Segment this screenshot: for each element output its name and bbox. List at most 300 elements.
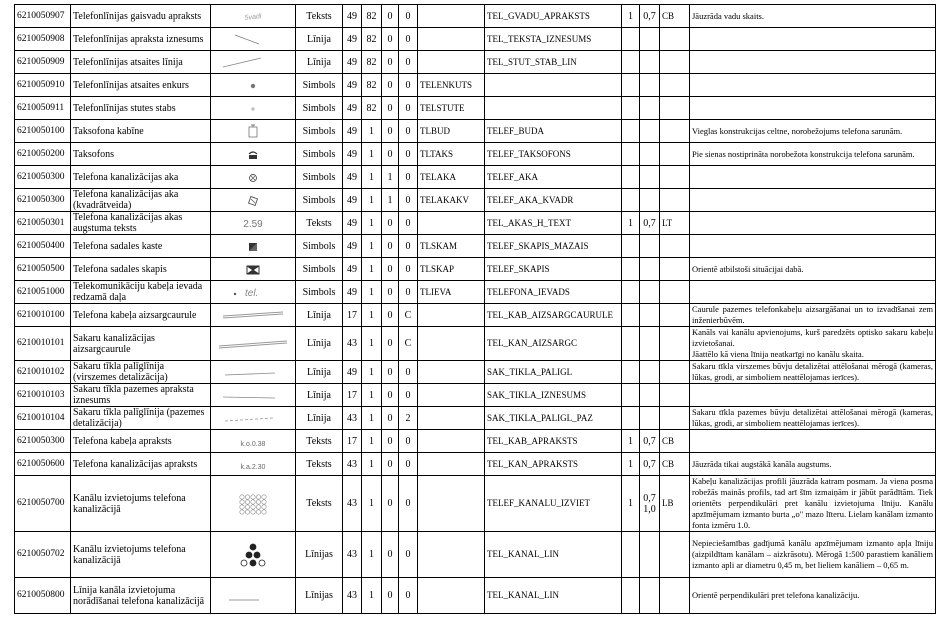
color-index: 17 — [343, 384, 362, 407]
table-row — [15, 143, 936, 166]
object-type: Teksts — [296, 476, 343, 532]
feature-code: 6210050300 — [15, 430, 71, 453]
object-type: Simbols — [296, 281, 343, 304]
symbol-sample — [211, 212, 296, 235]
duct-line-icon — [213, 588, 293, 604]
line-type: 0 — [399, 235, 418, 258]
scale-flag: 0 — [382, 143, 399, 166]
object-type: Līnija — [296, 51, 343, 74]
phone-booth-icon — [213, 122, 293, 140]
description-line: Jāuzrāda tikai augstākā kanāla augstums. — [692, 458, 832, 469]
text-style — [622, 120, 640, 143]
line-type: 0 — [399, 120, 418, 143]
color-index: 49 — [343, 212, 362, 235]
text-height — [640, 51, 660, 74]
line-type: 0 — [399, 74, 418, 97]
table-row — [15, 361, 936, 384]
text-justify — [660, 407, 690, 430]
text-style — [622, 189, 640, 212]
table-row — [15, 120, 936, 143]
description — [690, 97, 936, 120]
symbol-sample — [211, 258, 296, 281]
feature-code: 6210010101 — [15, 327, 71, 361]
text-justify: CB — [660, 430, 690, 453]
object-type: Līnija — [296, 361, 343, 384]
table-row — [15, 235, 936, 258]
aux-line-icon — [213, 364, 293, 380]
text-style — [622, 532, 640, 578]
feature-code: 6210050800 — [15, 578, 71, 614]
symbol-sample — [211, 407, 296, 430]
text-height — [640, 532, 660, 578]
line-weight: 1 — [362, 304, 382, 327]
text-height — [640, 74, 660, 97]
description — [690, 476, 936, 532]
feature-name: Sakaru kanalizācijas aizsargcaurule — [71, 327, 211, 361]
layer-name: TEL_KAN_AIZSARGC — [485, 327, 622, 361]
color-index: 49 — [343, 5, 362, 28]
cable-label-icon — [213, 433, 293, 449]
text-justify — [660, 361, 690, 384]
distribution-box-icon — [213, 238, 293, 254]
layer-name: TEL_AKAS_H_TEXT — [485, 212, 622, 235]
color-index: 49 — [343, 281, 362, 304]
description — [690, 384, 936, 407]
line-type: 0 — [399, 166, 418, 189]
text-justify — [660, 532, 690, 578]
text-justify — [660, 281, 690, 304]
description — [690, 120, 936, 143]
text-justify — [660, 51, 690, 74]
symbol-sample — [211, 281, 296, 304]
line-type: 2 — [399, 407, 418, 430]
layer-name: TELEF_AKA_KVADR — [485, 189, 622, 212]
block-name — [418, 361, 485, 384]
scale-flag: 0 — [382, 384, 399, 407]
layer-name — [485, 74, 622, 97]
line-weight: 1 — [362, 327, 382, 361]
object-type: Teksts — [296, 212, 343, 235]
feature-name: Telefona sadales kaste — [71, 235, 211, 258]
line-weight: 1 — [362, 453, 382, 476]
line-weight: 1 — [362, 258, 382, 281]
object-type: Simbols — [296, 97, 343, 120]
feature-code: 6210050600 — [15, 453, 71, 476]
description — [690, 578, 936, 614]
line-type: C — [399, 304, 418, 327]
layer-name: TEL_STUT_STAB_LIN — [485, 51, 622, 74]
text-justify — [660, 258, 690, 281]
line-type: 0 — [399, 258, 418, 281]
description — [690, 430, 936, 453]
block-name — [418, 51, 485, 74]
object-type: Teksts — [296, 5, 343, 28]
scale-flag: 1 — [382, 166, 399, 189]
scale-flag: 0 — [382, 476, 399, 532]
text-height — [640, 304, 660, 327]
line-weight: 82 — [362, 74, 382, 97]
scale-flag: 0 — [382, 51, 399, 74]
anchor-dot-icon — [213, 77, 293, 93]
square-manhole-icon — [213, 192, 293, 208]
text-height — [640, 281, 660, 304]
text-style: 1 — [622, 476, 640, 532]
feature-name: Telefonlīnijas atsaites enkurs — [71, 74, 211, 97]
svg-text:5vadi: 5vadi — [244, 13, 262, 22]
leader-line-icon — [213, 31, 293, 47]
table-row — [15, 189, 936, 212]
layer-name: TELEF_TAKSOFONS — [485, 143, 622, 166]
svg-text:k.a.2.30: k.a.2.30 — [240, 464, 266, 471]
description — [690, 258, 936, 281]
scale-flag: 0 — [382, 407, 399, 430]
feature-code: 6210050907 — [15, 5, 71, 28]
description — [690, 51, 936, 74]
line-weight: 82 — [362, 5, 382, 28]
symbol-table — [14, 4, 936, 614]
description-line: Orientē atbilstoši situācijai dabā. — [692, 263, 804, 274]
scale-flag: 0 — [382, 281, 399, 304]
object-type: Simbols — [296, 166, 343, 189]
object-type: Līnija — [296, 28, 343, 51]
table-row — [15, 28, 936, 51]
description-line: Vieglas konstrukcijas celtne, norobežojums telefona sarunām. — [692, 125, 903, 136]
layer-name: TELEF_KANALU_IZVIET — [485, 476, 622, 532]
line-weight: 1 — [362, 212, 382, 235]
line-weight: 1 — [362, 430, 382, 453]
description-line: Kabeļu kanalizācijas profili jāuzrāda katram posmam. Ja viena posma robežās mainās profils, tad arī šīm izmaiņām ir jābūt parādītām. Tiek orientēts perpendikulāri pret kanālu izvietojuma līniju. Kanālu apzīmējumam izmanto burta „o" mazo līteru. Lielam kanālam izmanto fonta izmēru 1.0. — [692, 476, 933, 530]
feature-code: 6210050301 — [15, 212, 71, 235]
feature-code: 6210050300 — [15, 166, 71, 189]
text-justify — [660, 166, 690, 189]
block-name — [418, 453, 485, 476]
layer-name: SAK_TIKLA_IZNESUMS — [485, 384, 622, 407]
feature-name: Telefonlīnijas atsaites līnija — [71, 51, 211, 74]
description — [690, 189, 936, 212]
color-index: 17 — [343, 430, 362, 453]
description — [690, 235, 936, 258]
symbol-sample — [211, 235, 296, 258]
layer-name: TELEF_SKAPIS_MAZAIS — [485, 235, 622, 258]
description — [690, 453, 936, 476]
text-style — [622, 384, 640, 407]
object-type: Līnija — [296, 327, 343, 361]
text-justify: LT — [660, 212, 690, 235]
text-style — [622, 578, 640, 614]
symbol-sample — [211, 453, 296, 476]
feature-name: Sakaru tīkla pazemes apraksta iznesums — [71, 384, 211, 407]
description-line: Orientē perpendikulāri pret telefona kanalizāciju. — [692, 590, 860, 600]
block-name — [418, 578, 485, 614]
feature-name: Telefonlīnijas gaisvadu apraksts — [71, 5, 211, 28]
description — [690, 532, 936, 578]
block-name — [418, 28, 485, 51]
line-weight: 1 — [362, 166, 382, 189]
feature-code: 6210050702 — [15, 532, 71, 578]
feature-code: 6210050910 — [15, 74, 71, 97]
text-style — [622, 28, 640, 51]
color-index: 43 — [343, 532, 362, 578]
text-style — [622, 327, 640, 361]
symbol-sample — [211, 143, 296, 166]
svg-text:tel.: tel. — [245, 288, 259, 299]
line-weight: 1 — [362, 281, 382, 304]
line-type: 0 — [399, 143, 418, 166]
description — [690, 166, 936, 189]
duct-layout-icon — [213, 489, 293, 519]
duct-label-icon — [213, 456, 293, 472]
line-weight: 1 — [362, 578, 382, 614]
feature-code: 6210050200 — [15, 143, 71, 166]
block-name: TLSKAM — [418, 235, 485, 258]
block-name — [418, 430, 485, 453]
feature-code: 6210050400 — [15, 235, 71, 258]
layer-name: SAK_TIKLA_PALIGL — [485, 361, 622, 384]
text-justify — [660, 384, 690, 407]
line-type: 0 — [399, 361, 418, 384]
line-type: 0 — [399, 384, 418, 407]
block-name — [418, 384, 485, 407]
text-height: 0,7 — [640, 430, 660, 453]
text-style — [622, 166, 640, 189]
layer-name: TEL_KAB_APRAKSTS — [485, 430, 622, 453]
block-name — [418, 5, 485, 28]
text-style: 1 — [622, 212, 640, 235]
scale-flag: 0 — [382, 453, 399, 476]
table-row — [15, 212, 936, 235]
color-index: 43 — [343, 327, 362, 361]
feature-name: Taksofons — [71, 143, 211, 166]
text-justify — [660, 74, 690, 97]
text-justify — [660, 120, 690, 143]
text-style — [622, 281, 640, 304]
duct-protective-pipe-icon — [213, 336, 293, 352]
feature-code: 6210050500 — [15, 258, 71, 281]
feature-name: Taksofona kabīne — [71, 120, 211, 143]
block-name: TELAKA — [418, 166, 485, 189]
description-line: Jāuzrāda vadu skaits. — [692, 10, 764, 21]
feature-code: 6210051000 — [15, 281, 71, 304]
color-index: 49 — [343, 361, 362, 384]
object-type: Simbols — [296, 189, 343, 212]
line-type: 0 — [399, 189, 418, 212]
description — [690, 74, 936, 97]
layer-name: TEL_GVADU_APRAKSTS — [485, 5, 622, 28]
line-weight: 82 — [362, 97, 382, 120]
block-name — [418, 327, 485, 361]
table-row — [15, 5, 936, 28]
layer-name: TELEF_BUDA — [485, 120, 622, 143]
line-weight: 1 — [362, 476, 382, 532]
symbol-sample — [211, 476, 296, 532]
text-height — [640, 235, 660, 258]
text-height — [640, 97, 660, 120]
scale-flag: 0 — [382, 235, 399, 258]
text-style: 1 — [622, 430, 640, 453]
table-row — [15, 532, 936, 578]
symbol-sample — [211, 384, 296, 407]
text-style: 1 — [622, 453, 640, 476]
line-type: 0 — [399, 430, 418, 453]
color-index: 49 — [343, 120, 362, 143]
text-justify: CB — [660, 453, 690, 476]
text-style — [622, 51, 640, 74]
text-justify — [660, 327, 690, 361]
text-height: 0,7 — [640, 5, 660, 28]
stay-line-icon — [213, 54, 293, 70]
block-name — [418, 212, 485, 235]
scale-flag: 0 — [382, 578, 399, 614]
scale-flag: 0 — [382, 304, 399, 327]
line-type: C — [399, 327, 418, 361]
block-name — [418, 304, 485, 327]
description-line: Nepieciešamības gadījumā kanālu apzīmējumam izmanto apļa līniju (aizpildītam kanālam – aizkrāsotu). Mērogā 1:500 parastiem kanāliem izmanto apli ar diametru 0,45 m, bet lieliem kanāliem – 0,65 m. — [692, 538, 933, 570]
distribution-cabinet-icon — [213, 261, 293, 277]
symbol-sample — [211, 74, 296, 97]
text-justify — [660, 189, 690, 212]
feature-code: 6210050300 — [15, 189, 71, 212]
text-style: 1 — [622, 5, 640, 28]
color-index: 49 — [343, 235, 362, 258]
scale-flag: 0 — [382, 532, 399, 578]
description — [690, 5, 936, 28]
line-type: 0 — [399, 5, 418, 28]
text-style — [622, 407, 640, 430]
svg-text:k.o.0.38: k.o.0.38 — [240, 441, 266, 448]
feature-code: 6210050908 — [15, 28, 71, 51]
description — [690, 281, 936, 304]
text-justify: LB — [660, 476, 690, 532]
symbol-sample — [211, 361, 296, 384]
symbol-sample — [211, 430, 296, 453]
object-type: Simbols — [296, 143, 343, 166]
layer-name: TEL_KAN_APRAKSTS — [485, 453, 622, 476]
strut-dot-icon — [213, 100, 293, 116]
text-justify — [660, 143, 690, 166]
line-type: 0 — [399, 51, 418, 74]
block-name — [418, 407, 485, 430]
feature-name: Telefonlīnijas stutes stabs — [71, 97, 211, 120]
table-row — [15, 166, 936, 189]
description-line: Caurule pazemes telefonkabeļu aizsargāšanai un to izvadīšanai zem inženierbūvēm. — [692, 304, 933, 325]
line-weight: 1 — [362, 532, 382, 578]
text-style — [622, 258, 640, 281]
description-line: Jāattēlo kā viena līnija neatkarīgi no kanālu skaita. — [692, 349, 864, 359]
feature-code: 6210050100 — [15, 120, 71, 143]
text-justify — [660, 97, 690, 120]
scale-flag: 0 — [382, 97, 399, 120]
line-type: 0 — [399, 532, 418, 578]
symbol-sample — [211, 120, 296, 143]
scale-flag: 0 — [382, 361, 399, 384]
layer-name: TELEF_SKAPIS — [485, 258, 622, 281]
scale-flag: 1 — [382, 189, 399, 212]
line-weight: 1 — [362, 361, 382, 384]
color-index: 49 — [343, 74, 362, 97]
text-style — [622, 143, 640, 166]
cable-entry-icon — [213, 284, 293, 300]
text-height: 0,7 1,0 — [640, 476, 660, 532]
feature-code: 6210050700 — [15, 476, 71, 532]
text-height — [640, 327, 660, 361]
color-index: 49 — [343, 166, 362, 189]
symbol-sample — [211, 532, 296, 578]
text-height — [640, 166, 660, 189]
text-justify: CB — [660, 5, 690, 28]
color-index: 49 — [343, 28, 362, 51]
text-height — [640, 120, 660, 143]
text-justify — [660, 304, 690, 327]
feature-code: 6210050909 — [15, 51, 71, 74]
text-style — [622, 74, 640, 97]
color-index: 49 — [343, 189, 362, 212]
symbol-sample — [211, 189, 296, 212]
text-height: 0,7 — [640, 453, 660, 476]
line-weight: 1 — [362, 120, 382, 143]
text-style — [622, 97, 640, 120]
text-height — [640, 578, 660, 614]
feature-name: Telefona kabeļa apraksts — [71, 430, 211, 453]
color-index: 49 — [343, 258, 362, 281]
scale-flag: 0 — [382, 74, 399, 97]
line-weight: 82 — [362, 51, 382, 74]
description — [690, 212, 936, 235]
layer-name — [485, 97, 622, 120]
text-justify — [660, 235, 690, 258]
layer-name: SAK_TIKLA_PALIGL_PAZ — [485, 407, 622, 430]
object-type: Simbols — [296, 235, 343, 258]
scale-flag: 0 — [382, 327, 399, 361]
block-name: TELAKAKV — [418, 189, 485, 212]
feature-code: 6210010102 — [15, 361, 71, 384]
feature-name: Sakaru tīkla palīglīnija (virszemes detalizācija) — [71, 361, 211, 384]
block-name — [418, 532, 485, 578]
scale-flag: 0 — [382, 5, 399, 28]
table-row — [15, 304, 936, 327]
layer-name: TEL_KANAL_LIN — [485, 578, 622, 614]
block-name: TLSKAP — [418, 258, 485, 281]
text-height — [640, 384, 660, 407]
table-row — [15, 258, 936, 281]
feature-code: 6210010104 — [15, 407, 71, 430]
block-name — [418, 476, 485, 532]
description-line: Sakaru tīkla virszemes būvju detalizētai attēlošanai mērogā (kameras, lūkas, grodi, ar simboliem neattēlojamas ierīces). — [692, 361, 933, 382]
scale-flag: 0 — [382, 120, 399, 143]
feature-name: Telefona kanalizācijas aka (kvadrātveida) — [71, 189, 211, 212]
feature-name: Telekomunikāciju kabeļa ievada redzamā daļa — [71, 281, 211, 304]
text-height: 0,7 — [640, 212, 660, 235]
description-line: Sakaru tīkla pazemes būvju detalizētai attēlošanai mērogā (kameras, lūkas, grodi, ar simboliem neattēlojamas ierīces). — [692, 407, 933, 428]
text-style — [622, 304, 640, 327]
layer-name: TEL_KANAL_LIN — [485, 532, 622, 578]
scale-flag: 0 — [382, 258, 399, 281]
line-type: 0 — [399, 281, 418, 304]
duct-circles-icon — [213, 539, 293, 571]
line-weight: 1 — [362, 384, 382, 407]
line-type: 0 — [399, 578, 418, 614]
feature-name: Telefonlīnijas apraksta iznesums — [71, 28, 211, 51]
symbol-sample — [211, 28, 296, 51]
table-row — [15, 453, 936, 476]
line-type: 0 — [399, 453, 418, 476]
table-row — [15, 384, 936, 407]
layer-name: TEL_KAB_AIZSARGCAURULE — [485, 304, 622, 327]
object-type: Līnijas — [296, 578, 343, 614]
gaisvadu-text-icon — [213, 8, 293, 24]
description — [690, 407, 936, 430]
text-justify — [660, 28, 690, 51]
object-type: Teksts — [296, 430, 343, 453]
